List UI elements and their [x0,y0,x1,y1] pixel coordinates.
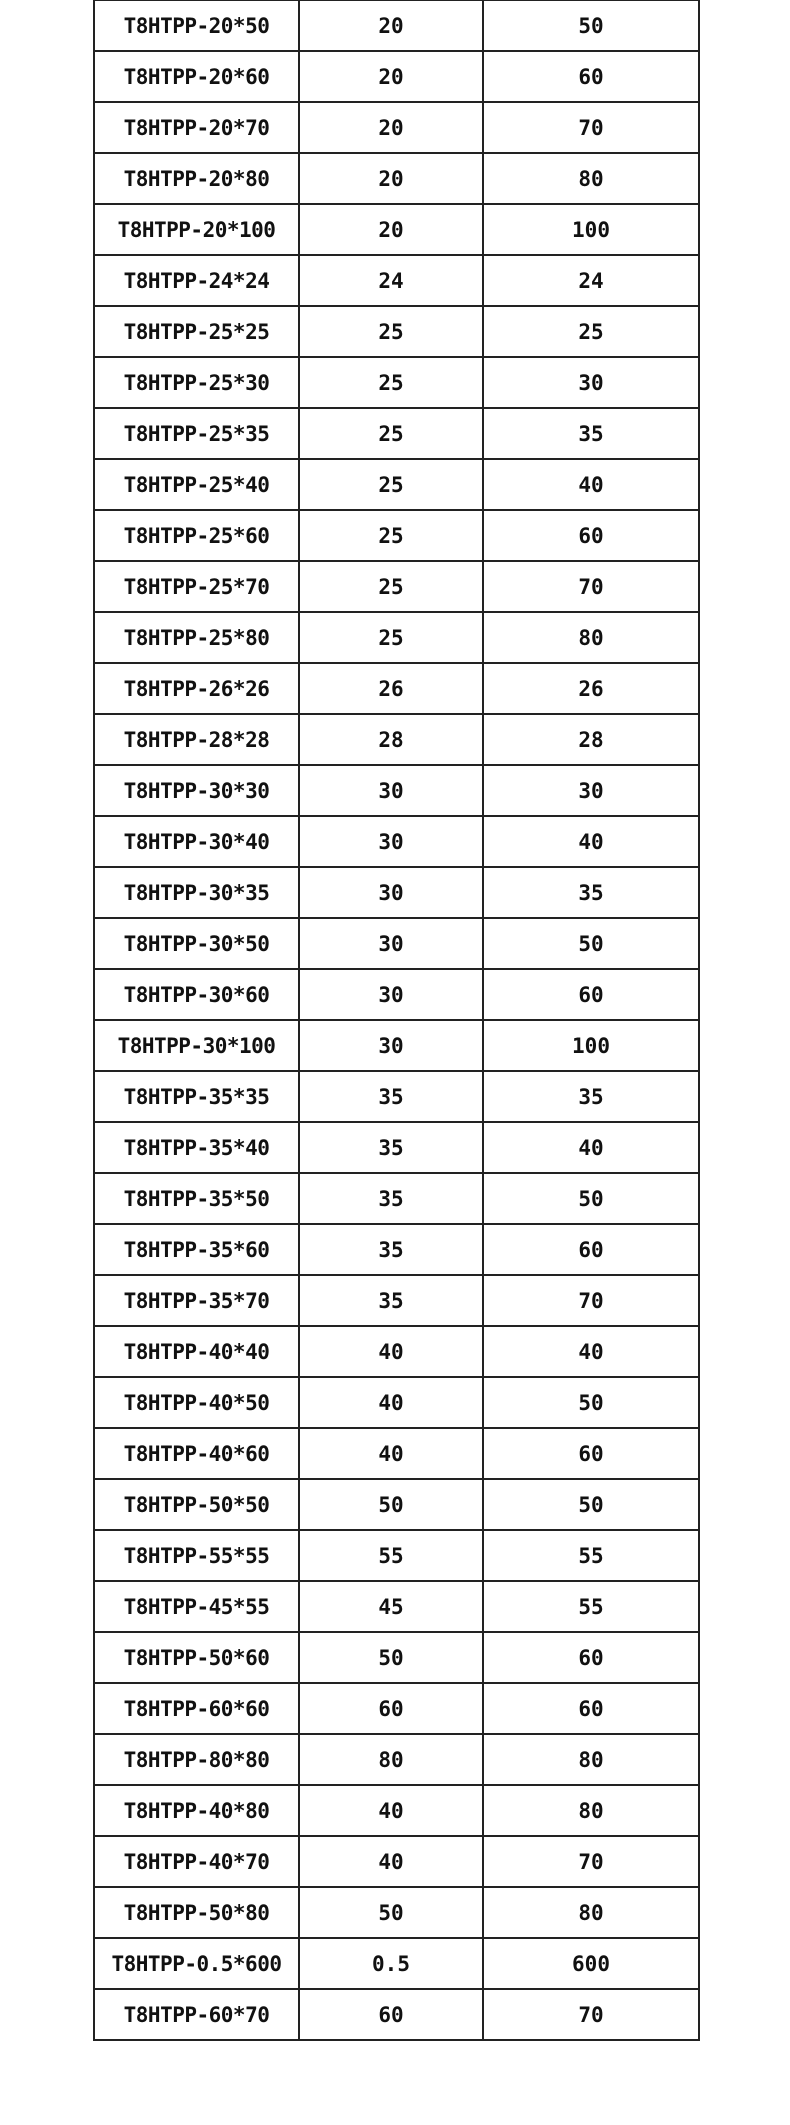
model-cell: T8HTPP-40*70 [94,1836,299,1887]
model-cell: T8HTPP-45*55 [94,1581,299,1632]
model-cell: T8HTPP-20*60 [94,51,299,102]
table-row [94,1836,699,1887]
width-cell: 30 [299,969,483,1020]
model-cell: T8HTPP-20*100 [94,204,299,255]
width-cell: 20 [299,102,483,153]
width-cell: 28 [299,714,483,765]
table-row [94,1989,699,2040]
model-cell: T8HTPP-50*50 [94,1479,299,1530]
length-cell: 50 [483,1173,699,1224]
width-cell: 60 [299,1683,483,1734]
model-cell: T8HTPP-30*35 [94,867,299,918]
width-cell: 24 [299,255,483,306]
width-cell: 35 [299,1122,483,1173]
table-row [94,1734,699,1785]
model-cell: T8HTPP-24*24 [94,255,299,306]
width-cell: 30 [299,1020,483,1071]
length-cell: 80 [483,1734,699,1785]
table-row [94,1479,699,1530]
length-cell: 24 [483,255,699,306]
model-cell: T8HTPP-30*30 [94,765,299,816]
table-row [94,1224,699,1275]
model-cell: T8HTPP-40*60 [94,1428,299,1479]
width-cell: 40 [299,1377,483,1428]
width-cell: 25 [299,459,483,510]
table-row [94,663,699,714]
table-row [94,1683,699,1734]
length-cell: 60 [483,1683,699,1734]
length-cell: 35 [483,408,699,459]
model-cell: T8HTPP-30*100 [94,1020,299,1071]
length-cell: 70 [483,561,699,612]
table-row [94,867,699,918]
width-cell: 25 [299,357,483,408]
model-cell: T8HTPP-0.5*600 [94,1938,299,1989]
length-cell: 55 [483,1581,699,1632]
width-cell: 40 [299,1836,483,1887]
model-cell: T8HTPP-35*70 [94,1275,299,1326]
table-row [94,816,699,867]
model-cell: T8HTPP-25*40 [94,459,299,510]
model-cell: T8HTPP-35*40 [94,1122,299,1173]
length-cell: 35 [483,1071,699,1122]
table-row [94,918,699,969]
table-row [94,408,699,459]
length-cell: 80 [483,1785,699,1836]
length-cell: 80 [483,612,699,663]
width-cell: 20 [299,153,483,204]
model-cell: T8HTPP-40*80 [94,1785,299,1836]
width-cell: 25 [299,561,483,612]
table-row [94,255,699,306]
length-cell: 70 [483,102,699,153]
width-cell: 60 [299,1989,483,2040]
table-row [94,1530,699,1581]
model-cell: T8HTPP-28*28 [94,714,299,765]
length-cell: 600 [483,1938,699,1989]
model-cell: T8HTPP-25*25 [94,306,299,357]
table-row [94,1275,699,1326]
length-cell: 100 [483,1020,699,1071]
length-cell: 50 [483,1,699,52]
model-cell: T8HTPP-25*35 [94,408,299,459]
width-cell: 50 [299,1887,483,1938]
model-cell: T8HTPP-50*60 [94,1632,299,1683]
model-cell: T8HTPP-25*80 [94,612,299,663]
length-cell: 70 [483,1275,699,1326]
model-cell: T8HTPP-25*30 [94,357,299,408]
length-cell: 60 [483,1428,699,1479]
width-cell: 35 [299,1173,483,1224]
length-cell: 30 [483,765,699,816]
model-cell: T8HTPP-80*80 [94,1734,299,1785]
model-cell: T8HTPP-60*60 [94,1683,299,1734]
table-row [94,1020,699,1071]
table-row [94,102,699,153]
width-cell: 30 [299,867,483,918]
width-cell: 55 [299,1530,483,1581]
model-cell: T8HTPP-20*80 [94,153,299,204]
length-cell: 40 [483,459,699,510]
table-row [94,1581,699,1632]
model-cell: T8HTPP-30*40 [94,816,299,867]
length-cell: 60 [483,1224,699,1275]
width-cell: 40 [299,1326,483,1377]
table-row [94,51,699,102]
length-cell: 70 [483,1989,699,2040]
length-cell: 60 [483,510,699,561]
width-cell: 30 [299,816,483,867]
model-cell: T8HTPP-40*50 [94,1377,299,1428]
model-cell: T8HTPP-30*60 [94,969,299,1020]
model-cell: T8HTPP-55*55 [94,1530,299,1581]
width-cell: 25 [299,408,483,459]
width-cell: 50 [299,1632,483,1683]
length-cell: 60 [483,51,699,102]
width-cell: 45 [299,1581,483,1632]
width-cell: 35 [299,1275,483,1326]
table-row [94,1887,699,1938]
table-row [94,1938,699,1989]
width-cell: 0.5 [299,1938,483,1989]
width-cell: 25 [299,510,483,561]
model-cell: T8HTPP-20*70 [94,102,299,153]
length-cell: 55 [483,1530,699,1581]
table-row [94,1785,699,1836]
length-cell: 40 [483,1326,699,1377]
length-cell: 50 [483,918,699,969]
table-row [94,204,699,255]
table-row [94,561,699,612]
table-row [94,459,699,510]
table-row [94,153,699,204]
spec-table [93,0,700,2041]
table-row [94,1173,699,1224]
table-row [94,1071,699,1122]
width-cell: 30 [299,918,483,969]
length-cell: 100 [483,204,699,255]
table-row [94,1428,699,1479]
width-cell: 25 [299,306,483,357]
table-row [94,765,699,816]
model-cell: T8HTPP-50*80 [94,1887,299,1938]
width-cell: 20 [299,1,483,52]
table-row [94,510,699,561]
width-cell: 40 [299,1428,483,1479]
length-cell: 60 [483,969,699,1020]
length-cell: 40 [483,816,699,867]
table-row [94,969,699,1020]
table-row [94,1377,699,1428]
model-cell: T8HTPP-30*50 [94,918,299,969]
width-cell: 80 [299,1734,483,1785]
model-cell: T8HTPP-60*70 [94,1989,299,2040]
model-cell: T8HTPP-35*60 [94,1224,299,1275]
spec-table-body [94,1,699,2041]
width-cell: 30 [299,765,483,816]
table-row [94,306,699,357]
table-row [94,357,699,408]
width-cell: 25 [299,612,483,663]
model-cell: T8HTPP-25*70 [94,561,299,612]
width-cell: 40 [299,1785,483,1836]
table-row [94,612,699,663]
table-row [94,1326,699,1377]
width-cell: 50 [299,1479,483,1530]
model-cell: T8HTPP-26*26 [94,663,299,714]
length-cell: 60 [483,1632,699,1683]
length-cell: 50 [483,1479,699,1530]
length-cell: 40 [483,1122,699,1173]
model-cell: T8HTPP-20*50 [94,1,299,52]
length-cell: 26 [483,663,699,714]
width-cell: 20 [299,204,483,255]
length-cell: 25 [483,306,699,357]
width-cell: 26 [299,663,483,714]
table-row [94,714,699,765]
length-cell: 35 [483,867,699,918]
length-cell: 70 [483,1836,699,1887]
table-row [94,1,699,52]
length-cell: 30 [483,357,699,408]
table-row [94,1632,699,1683]
length-cell: 28 [483,714,699,765]
length-cell: 80 [483,1887,699,1938]
width-cell: 35 [299,1224,483,1275]
model-cell: T8HTPP-35*50 [94,1173,299,1224]
length-cell: 50 [483,1377,699,1428]
model-cell: T8HTPP-35*35 [94,1071,299,1122]
table-row [94,1122,699,1173]
model-cell: T8HTPP-40*40 [94,1326,299,1377]
length-cell: 80 [483,153,699,204]
model-cell: T8HTPP-25*60 [94,510,299,561]
width-cell: 35 [299,1071,483,1122]
width-cell: 20 [299,51,483,102]
